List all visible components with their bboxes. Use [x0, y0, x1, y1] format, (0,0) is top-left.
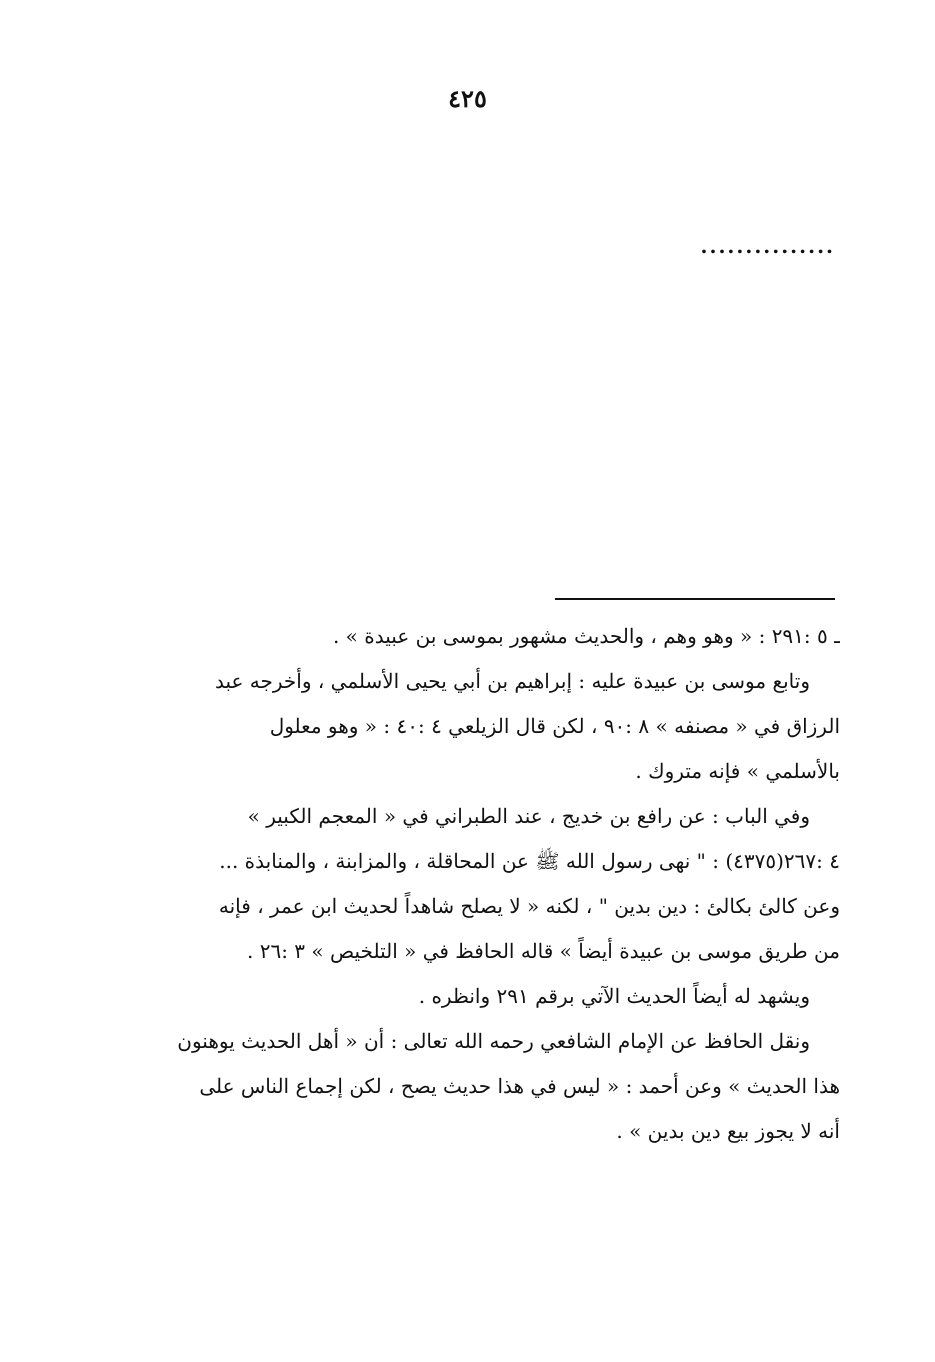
footnote-line: ـ ٥ :٢٩١ : « وهو وهم ، والحديث مشهور بموسى بن عبيدة » .: [332, 624, 840, 648]
footnote-line: ٤ :٢٦٧(٤٣٧٥) : " نهى رسول الله ﷺ عن المحاقلة ، والمزابنة ، والمنابذة ...: [219, 849, 840, 873]
footnote-line: من طريق موسى بن عبيدة أيضاً » قاله الحافظ في « التلخيص » ٣ :٢٦ .: [246, 939, 840, 963]
footnote-line: وفي الباب : عن رافع بن خديج ، عند الطبراني في « المعجم الكبير »: [247, 804, 810, 828]
footnote-line: هذا الحديث » وعن أحمد : « ليس في هذا حديث يصح ، لكن إجماع الناس على: [199, 1074, 840, 1098]
footnote-line: الرزاق في « مصنفه » ٨ :٩٠ ، لكن قال الزيلعي ٤ :٤٠ : « وهو معلول: [269, 714, 840, 738]
footnote-line: بالأسلمي » فإنه متروك .: [635, 759, 840, 783]
footnote-line: وتابع موسى بن عبيدة عليه : إبراهيم بن أبي يحيى الأسلمي ، وأخرجه عبد: [214, 669, 810, 693]
separator-dots: ...............: [700, 234, 835, 258]
footnote-line: وعن كالئ بكالئ : دين بدين " ، لكنه « لا يصلح شاهداً لحديث ابن عمر ، فإنه: [218, 894, 840, 918]
page-number: ٤٢٥: [448, 84, 487, 113]
footnote-block: [120, 620, 840, 1160]
footnote-line: أنه لا يجوز بيع دين بدين » .: [616, 1119, 840, 1143]
footnote-rule: [555, 598, 835, 600]
footnote-line: ويشهد له أيضاً الحديث الآتي برقم ٢٩١ وانظره .: [418, 984, 810, 1008]
footnote-line: ونقل الحافظ عن الإمام الشافعي رحمه الله تعالى : أن « أهل الحديث يوهنون: [177, 1029, 810, 1053]
